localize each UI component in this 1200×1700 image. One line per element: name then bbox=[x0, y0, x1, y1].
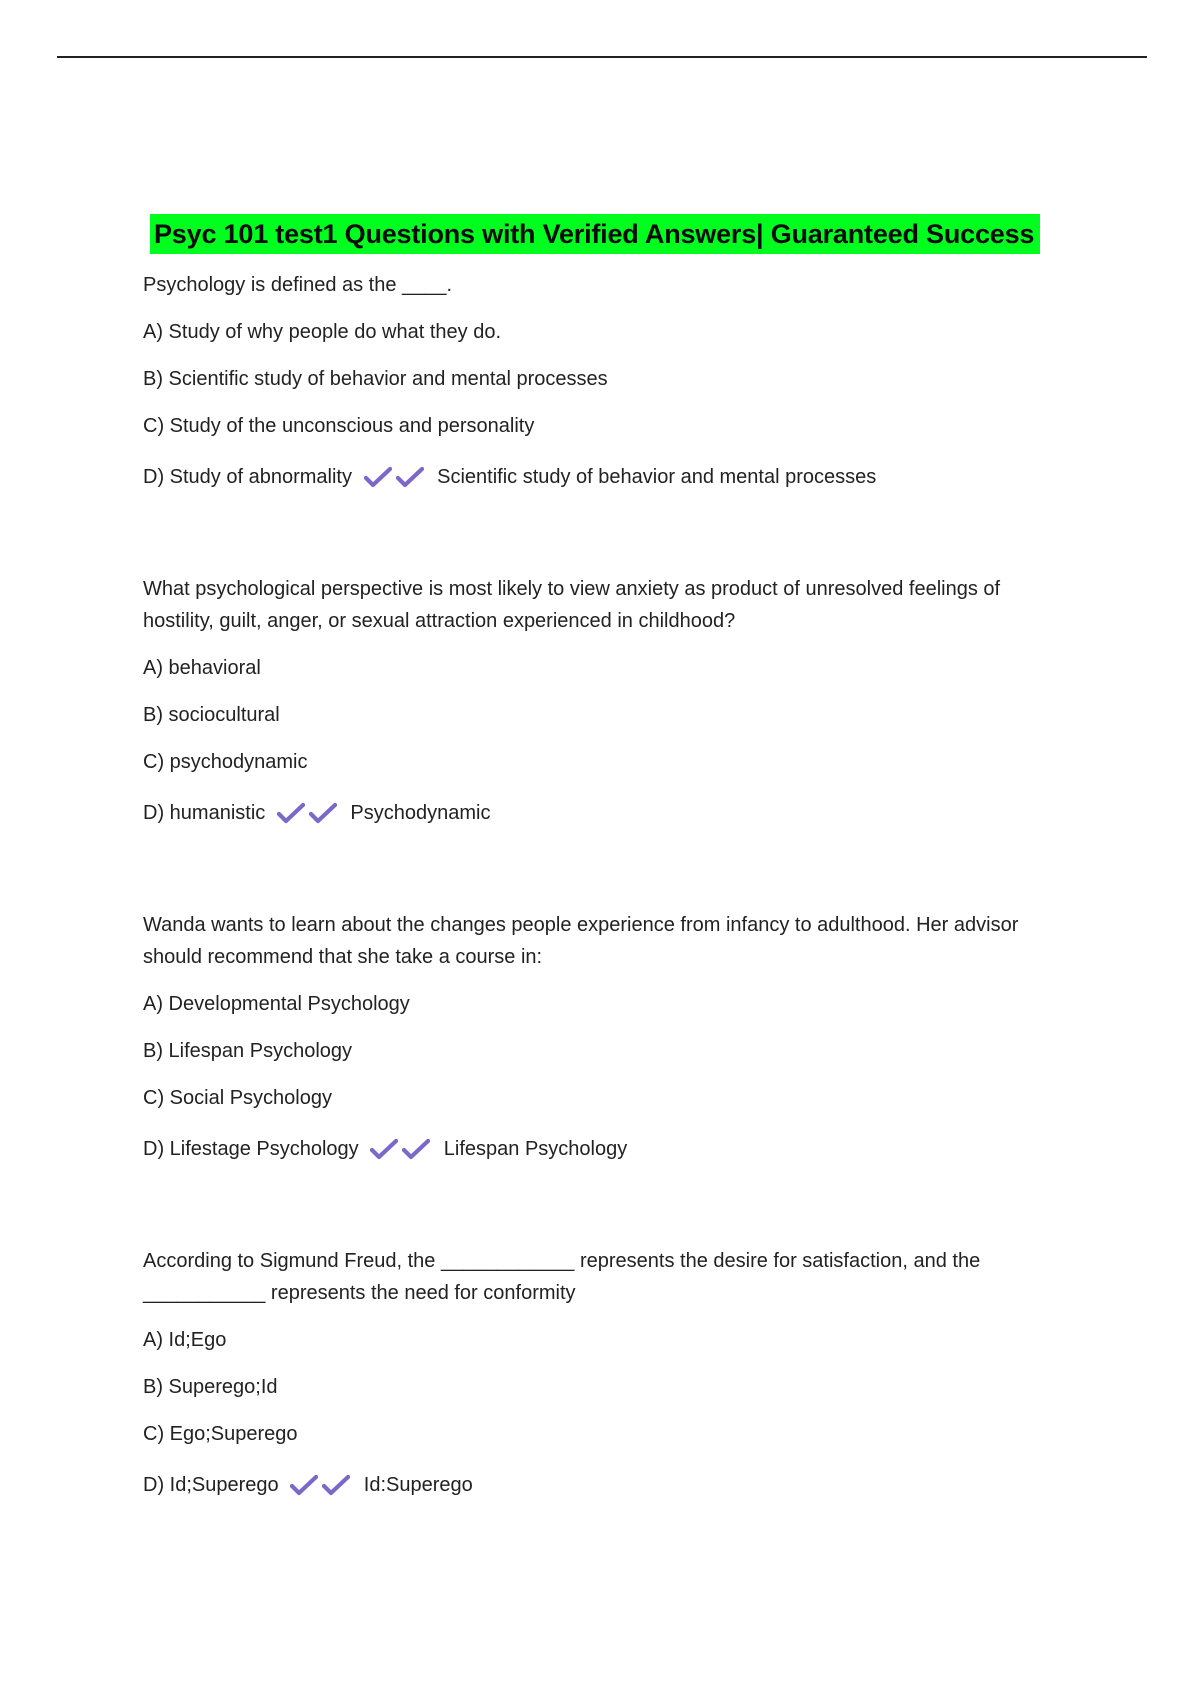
option-d: D) Study of abnormality bbox=[143, 466, 352, 488]
question-text: According to Sigmund Freud, the ____________ represents the desire for satisfaction, and the ___________ represents the need for conformity bbox=[143, 1250, 981, 1304]
answer-checkmarks bbox=[290, 1474, 354, 1506]
option-b: B) Lifespan Psychology bbox=[143, 1040, 353, 1062]
document-body bbox=[143, 214, 1063, 1527]
option-a: A) behavioral bbox=[143, 657, 261, 679]
checkmark-icon bbox=[402, 1138, 430, 1160]
option-a: A) Developmental Psychology bbox=[143, 993, 410, 1015]
option-b: B) Superego;Id bbox=[143, 1376, 278, 1398]
correct-answer: Lifespan Psychology bbox=[443, 1138, 628, 1160]
question-2 bbox=[143, 573, 1063, 834]
question-1 bbox=[143, 269, 1063, 498]
option-d: D) humanistic bbox=[143, 802, 266, 824]
correct-answer: Psychodynamic bbox=[350, 802, 491, 824]
option-b: B) sociocultural bbox=[143, 704, 280, 726]
checkmark-icon bbox=[396, 466, 424, 488]
correct-answer: Id:Superego bbox=[363, 1474, 473, 1496]
title-block bbox=[150, 214, 1063, 254]
checkmark-icon bbox=[277, 802, 305, 824]
question-text: Wanda wants to learn about the changes people experience from infancy to adulthood. Her advisor should recommend that she take a course in: bbox=[143, 914, 1019, 968]
checkmark-icon bbox=[322, 1474, 350, 1496]
option-a: A) Id;Ego bbox=[143, 1329, 227, 1351]
question-text: What psychological perspective is most likely to view anxiety as product of unresolved feelings of hostility, guilt, anger, or sexual attraction experienced in childhood? bbox=[143, 578, 1001, 632]
header-rule bbox=[57, 56, 1147, 58]
option-d-with-answer bbox=[143, 1133, 1063, 1170]
checkmark-icon bbox=[364, 466, 392, 488]
question-4 bbox=[143, 1245, 1063, 1506]
option-c: C) Ego;Superego bbox=[143, 1423, 298, 1445]
answer-checkmarks bbox=[370, 1138, 434, 1170]
option-d-with-answer bbox=[143, 1469, 1063, 1506]
checkmark-icon bbox=[370, 1138, 398, 1160]
document-title: Psyc 101 test1 Questions with Verified Answers| Guaranteed Success bbox=[150, 214, 1040, 254]
answer-checkmarks bbox=[277, 802, 341, 834]
checkmark-icon bbox=[309, 802, 337, 824]
checkmark-icon bbox=[290, 1474, 318, 1496]
question-text: Psychology is defined as the ____. bbox=[143, 274, 453, 296]
option-d-with-answer bbox=[143, 461, 1063, 498]
question-3 bbox=[143, 909, 1063, 1170]
correct-answer: Scientific study of behavior and mental processes bbox=[437, 466, 877, 488]
option-d: D) Id;Superego bbox=[143, 1474, 279, 1496]
option-b: B) Scientific study of behavior and mental processes bbox=[143, 368, 608, 390]
option-d-with-answer bbox=[143, 797, 1063, 834]
option-a: A) Study of why people do what they do. bbox=[143, 321, 501, 343]
option-d: D) Lifestage Psychology bbox=[143, 1138, 359, 1160]
answer-checkmarks bbox=[364, 466, 428, 498]
option-c: C) Study of the unconscious and personality bbox=[143, 415, 535, 437]
option-c: C) Social Psychology bbox=[143, 1087, 332, 1109]
option-c: C) psychodynamic bbox=[143, 751, 308, 773]
